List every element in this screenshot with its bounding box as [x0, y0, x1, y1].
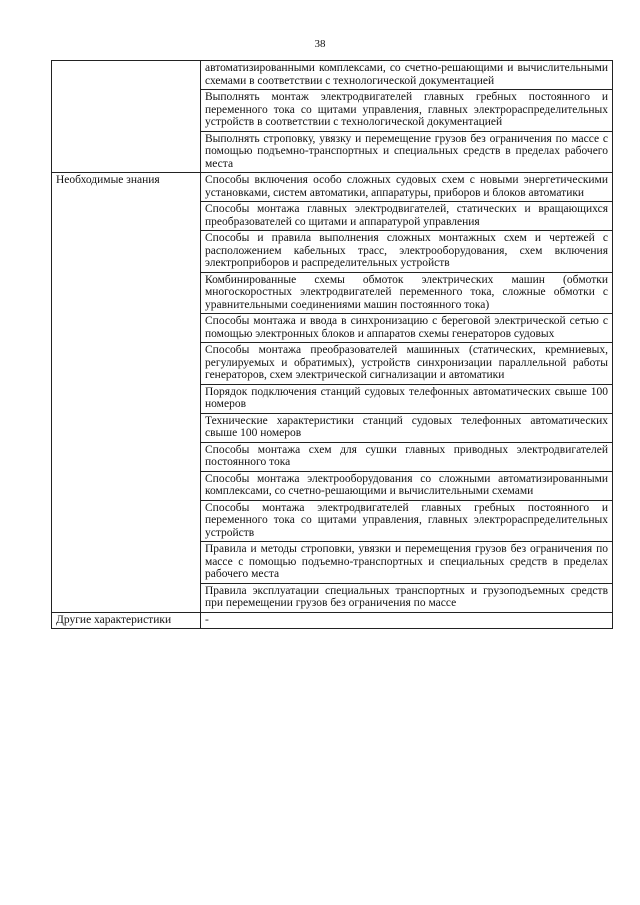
table-cell: Правила и методы строповки, увязки и перемещения грузов без ограничения по массе с помощью подъемно-транспортных и специальных средств в пределах рабочего места: [201, 542, 613, 584]
table-cell: Способы монтажа электродвигателей главных гребных постоянного и переменного тока со щитами управления, главных электрораспределительных устройств: [201, 500, 613, 542]
other-label: Другие характеристики: [52, 612, 201, 629]
table-cell: Способы монтажа схем для сушки главных приводных электродвигателей постоянного тока: [201, 442, 613, 471]
table-cell: Способы монтажа главных электродвигателей, статических и вращающихся преобразователей со щитами и аппаратурой управления: [201, 202, 613, 231]
table-cell: Выполнять монтаж электродвигателей главных гребных постоянного и переменного тока со щитами управления, главных электрораспределительных устройств в соответствии с технологической документацией: [201, 90, 613, 132]
table-cell: автоматизированными комплексами, со счетно-решающими и вычислительными схемами в соответствии с технологической документацией: [201, 61, 613, 90]
table-cell: Способы и правила выполнения сложных монтажных схем и чертежей с расположением кабельных трасс, электрооборудования, схем включения электроприборов и распределительных устройств: [201, 231, 613, 273]
table-cell: Правила эксплуатации специальных транспортных и грузоподъемных средств при перемещении грузов без ограничения по массе: [201, 583, 613, 612]
table-cell: Технические характеристики станций судовых телефонных автоматических свыше 100 номеров: [201, 413, 613, 442]
table-cell: Комбинированные схемы обмоток электрических машин (обмотки многоскоростных электродвигателей переменного тока, сложные обмотки с уравнительными соединениями машин постоянного тока): [201, 272, 613, 314]
table-row: [52, 612, 613, 629]
table-cell: Способы монтажа преобразователей машинных (статических, кремниевых, регулируемых и обратимых), устройств синхронизации параллельной работы генераторов, схем электрической сигнализации и автоматики: [201, 343, 613, 385]
table-cell: Порядок подключения станций судовых телефонных автоматических свыше 100 номеров: [201, 384, 613, 413]
qualification-table: [51, 60, 613, 629]
page-number: 38: [314, 38, 326, 50]
knowledge-label: Необходимые знания: [52, 173, 201, 613]
table-cell: Способы включения особо сложных судовых схем с новыми энергетическими установками, систем автоматики, аппаратуры, приборов и блоков автоматики: [201, 173, 613, 202]
table-row: [52, 173, 613, 202]
table-cell: Способы монтажа электрооборудования со сложными автоматизированными комплексами, со счетно-решающими и вычислительными схемами: [201, 471, 613, 500]
table-cell: Способы монтажа и ввода в синхронизацию с береговой электрической сетью с помощью электронных блоков и аппаратов схемы генераторов судовых: [201, 314, 613, 343]
other-value: -: [201, 612, 613, 629]
empty-label-cell: [52, 61, 201, 173]
table-row: [52, 61, 613, 90]
table-cell: Выполнять строповку, увязку и перемещение грузов без ограничения по массе с помощью подъемно-транспортных и специальных средств в пределах рабочего места: [201, 131, 613, 173]
